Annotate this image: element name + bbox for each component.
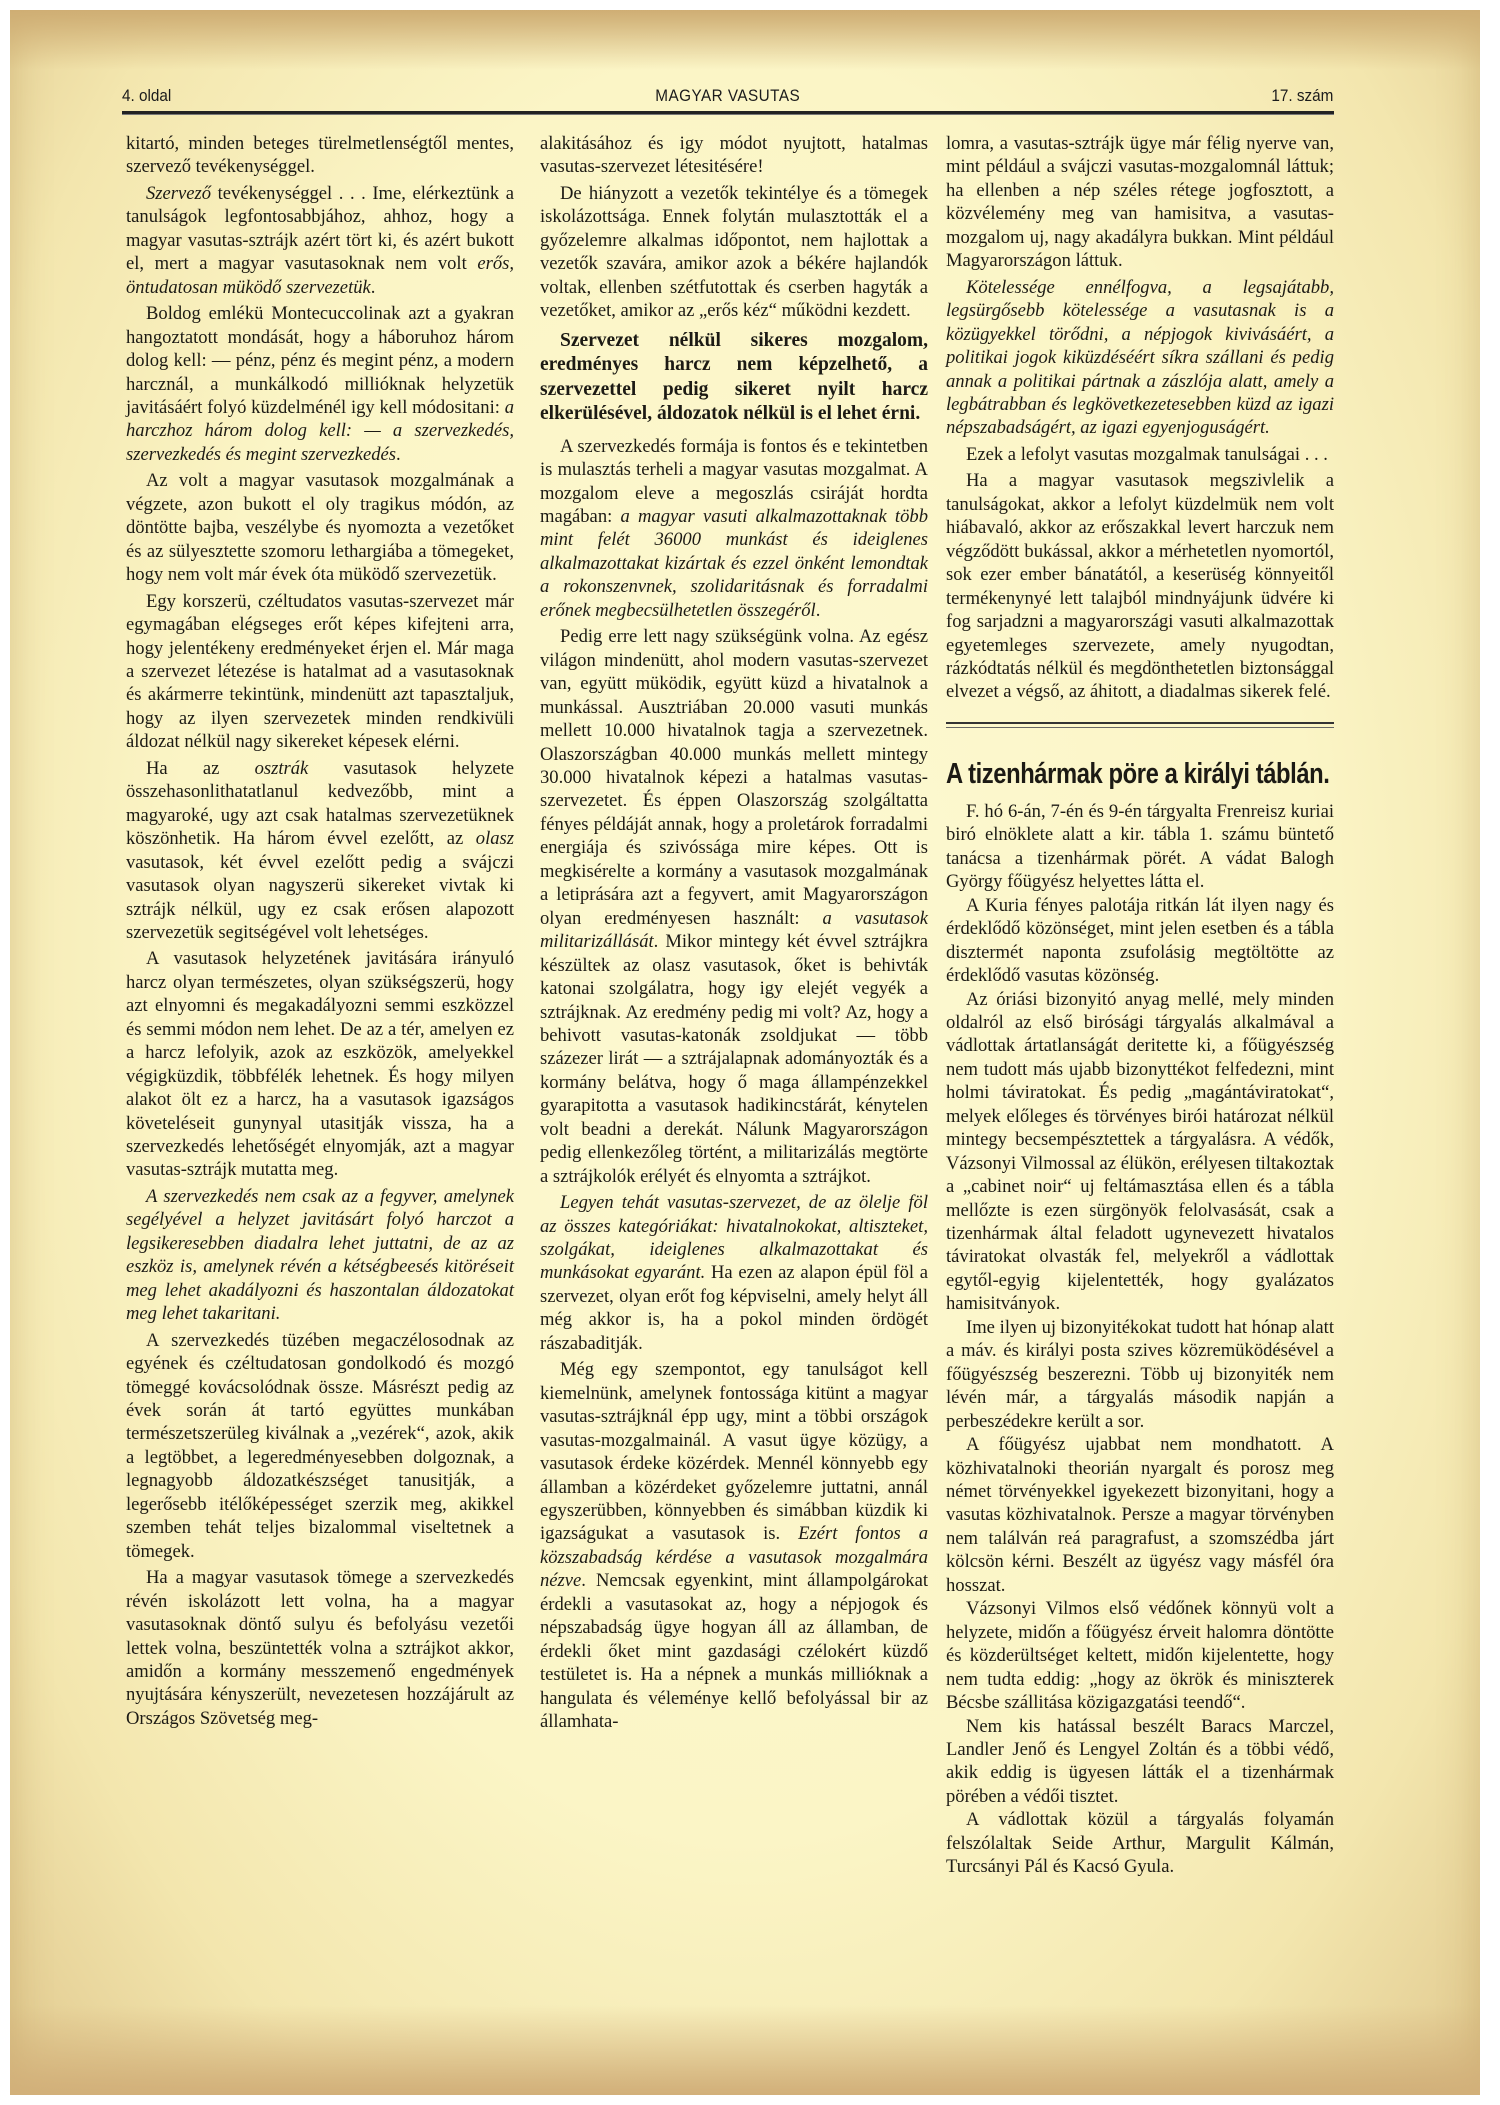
paragraph: kitartó, minden beteges türelmetlenségtől mentes, szervező tevékenységgel. bbox=[126, 133, 514, 178]
publication-title: MAGYAR VASUTAS bbox=[655, 86, 801, 105]
paragraph: Szervező tevékenységgel . . . Ime, elérkeztünk a tanulságok legfontosabbjához, ahhoz, hogy a magyar vasutas-sztrájk azért tört ki, és azért bukott el, mert a magyar vasutasoknak nem volt erős, öntudatosan müködő szervezetük. bbox=[126, 182, 514, 298]
article-separator bbox=[946, 722, 1334, 728]
paragraph: Egy korszerü, czéltudatos vasutas-szervezet már egymagában elégseges erőt képes kifejteni arra, hogy jelentékeny eredményeket érjen el. Már maga a szervezet létezése is hatalmat ad a vasutasoknak és akármerre tekintünk, mindenütt azt tapasztaljuk, hogy az ilyen szervezetek minden rendkivüli áldozat nélkül nagy sikereket képesek elérni. bbox=[126, 590, 514, 753]
column-3 bbox=[946, 132, 1334, 1879]
page-number: 4. oldal bbox=[122, 86, 172, 105]
paragraph: Nem kis hatással beszélt Baracs Marczel, Landler Jenő és Lengyel Zoltán és a többi védő, akik eddig is ügyesen látták el a tizenhármak pörében a védői tisztet. bbox=[946, 1715, 1334, 1807]
paragraph: Ha a magyar vasutasok megszivlelik a tanulságokat, akkor a lefolyt küzdelmük nem volt hiábavaló, akkor az erőszakkal levert harczuk nem végződött bukással, akkor a mérhetetlen nyomortól, sok ezer ember bánatától, a keserüség könnyeitől termékenynyé lett talajból mindnyájunk üdvére ki fog sarjadzni a magyarországi vasuti alkalmazottak egyetemleges szervezete, amely nyugodtan, rázkódtatás nélkül és megdönthetetlen biztonsággal elvezet a végső, az áhitott, a diadalmas sikerek felé. bbox=[946, 470, 1334, 703]
header-rule bbox=[122, 111, 1334, 115]
column-2 bbox=[540, 132, 928, 1737]
issue-number: 17. szám bbox=[1271, 86, 1334, 105]
paragraph: A Kuria fényes palotája ritkán lát ilyen nagy és érdeklődő közönséget, mint jelen esetben és a tábla disztermét naponta zsufolásig megtöltötte az érdeklődő vasutas közönség. bbox=[946, 894, 1334, 987]
paragraph: Ha az osztrák vasutasok helyzete összehasonlithatatlanul kedvezőbb, mint a magyaroké, ugy azt csak hatalmas szervezetüknek köszönhetik. Ha három évvel ezelőtt, az olasz vasutasok, két évvel ezelőtt pedig a svájczi vasutasok olyan nagyszerü sikereket vivtak ki sztrájk nélkül, ugy ez csak erősen alapozott szervezetük segitségével volt lehetséges. bbox=[126, 757, 514, 943]
column-1 bbox=[126, 132, 514, 1733]
paragraph: A szervezkedés nem csak az a fegyver, amelynek segélyével a helyzet javitásárt folyó harczot a legsikeresebben diadalra lehet juttatni, de az az eszköz is, amelynek révén a kétségbeesés kitöréseit meg lehet akadályozni és haszontalan áldozatokat meg lehet takaritani. bbox=[126, 1185, 514, 1325]
paragraph: Pedig erre lett nagy szükségünk volna. Az egész világon mindenütt, ahol modern vasutas-szervezet van, együtt müködik, együtt küzd a hivatalnok a munkással. Ausztriában 20.000 vasuti munkás mellett 10.000 hivatalnok tagja a szervezetnek. Olaszországban 40.000 munkás mellett mintegy 30.000 hivatalnok képezi a hatalmas vasutas-szervezetet. És éppen Olaszország szolgáltatta fényes példáját annak, hogy a proletárok forradalmi energiája és szivóssága mire képes. Ott is megkisérelte a kormány a vasutasok mozgalmának a letiprására azt a fegyvert, amit Magyarországon olyan eredményesen használt: a vasutasok militarizállását. Mikor mintegy két évvel sztrájkra készültek az olasz vasutasok, őket is behivták katonai szolgálatra, hogy igy elejét vegyék a sztrájknak. Az eredmény pedig mi volt? Az, hogy a behivott vasutas-katonák zsoldjukat — több százezer lirát — a sztrájalapnak adományozták és a kormány belátva, hogy ő maga állampénzekkel gyarapitotta a vasutasok hadikincstárát, kénytelen volt beadni a derekát. Nálunk Magyarországon pedig ellenkezőleg történt, a militarizálás megtörte a sztrájkolók erélyét és elnyomta a sztrájkot. bbox=[540, 626, 929, 1187]
paragraph: A vádlottak közül a tárgyalás folyamán felszólaltak Seide Arthur, Margulit Kálmán, Turcsányi Pál és Kacsó Gyula. bbox=[946, 1809, 1334, 1878]
article-headline: A tizenhármak pöre a királyi táblán. bbox=[946, 757, 1330, 790]
paragraph: A szervezkedés formája is fontos és e tekintetben is mulasztás terheli a magyar vasutas mozgalmat. A mozgalom eleve a megoszlás csiráját hordta magában: a magyar vasuti alkalmazottaknak több mint felét 36000 munkást és ideiglenes alkalmazottakat kizártak és ezzel önként lemondtak a rokonszenvnek, szolidaritásnak és forradalmi erőnek megbecsülhetetlen összegéről. bbox=[540, 435, 928, 621]
paragraph: Ime ilyen uj bizonyitékokat tudott hat hónap alatt a máv. és királyi posta szives közremüködésével a főügyészség beszerezni. Több uj bizonyiték nem lévén már, a tárgyalás második napján a perbeszédekre került a sor. bbox=[946, 1316, 1334, 1432]
paragraph: Ha a magyar vasutasok tömege a szervezkedés révén iskolázott lett volna, ha a magyar vasutasoknak döntő sulyu és befolyásu vezetői lettek volna, beszüntették volna a sztrájkot akkor, amidőn a kormány messzemenő engedmények nyujtására kényszerült, nevezetesen hozzájárult az Országos Szövetség meg- bbox=[126, 1567, 514, 1729]
paragraph: A főügyész ujabbat nem mondhatott. A közhivatalnoki theorián nyargalt és porosz meg német törvényekkel igyekezett bizonyitani, hogy a vasutas közhivatalnok. Persze a magyar törvényben nem találván reá paragrafust, a szomszédba járt kölcsön kérni. Beszélt az ügyész vagy másfél óra hosszat. bbox=[946, 1434, 1334, 1596]
paragraph: Ezek a lefolyt vasutas mozgalmak tanulságai . . . bbox=[966, 443, 1328, 465]
paragraph: Vázsonyi Vilmos első védőnek könnyü volt a helyzete, midőn a főügyész érveit halomra döntötte és közderültséget keltett, midőn kijelentette, hogy nem tudta eddig: „hogy az ökrök és miniszterek Bécsbe szállitása közigazgatási teendő“. bbox=[946, 1598, 1334, 1714]
paragraph: Legyen tehát vasutas-szervezet, de az ölelje föl az összes kategóriákat: hivatalnokokat, altiszteket, szolgákat, ideiglenes alkalmazottakat és munkásokat egyaránt. Ha ezen az alapon épül föl a szervezet, olyan erőt fog képviselni, amely helyt áll még akkor is, ha a pokol minden ördögét rászabaditják. bbox=[540, 1192, 928, 1354]
bold-paragraph: Szervezet nélkül sikeres mozgalom, eredményes harcz nem képzelhető, a szervezettel pedig sikeret nyilt harcz elkerülésével, áldozatok nélkül is el lehet érni. bbox=[540, 329, 928, 425]
paragraph: lomra, a vasutas-sztrájk ügye már félig nyerve van, mint például a svájczi vasutas-mozgalomnál láttuk; ha ellenben a nép széles rétege jogfosztott, a közvélemény meg van hamisitva, a vasutas-mozgalom uj, nagy akadályra bukkan. Mint például Magyarországon láttuk. bbox=[946, 133, 1334, 272]
paragraph: Az volt a magyar vasutasok mozgalmának a végzete, azon bukott el oly tragikus módón, az döntötte bajba, veszélybe és nyomozta a vezetőket és az sülyesztette szomoru lethargiába a tömegeket, hogy nem volt már évek óta müködő szervezetük. bbox=[126, 470, 514, 586]
paragraph: Az óriási bizonyitó anyag mellé, mely minden oldalról az első birósági tárgyalás alkalmával a vádlottak ártatlanságát deritette ki, a főügyészség nem tudott más ujabb bizonyttékot felfedezni, mint holmi táviratokat. És pedig „magántáviratokat“, melyek előleges és törvényes birói határozat nélkül mintegy becsempésztettek a tárgyalásra. A védők, Vázsonyi Vilmossal az élükön, erélyesen tiltakoztak a „cabinet noir“ uj feltámasztása ellen és a tábla mellőzte is ezen sürgönyök felolvasását, csak a tizenhármak által feladott ugynevezett hivatalos táviratokat olvasták fel, melyekről a vádlottak egytől-egyig kijelentették, hogy gyalázatos hamisitványok. bbox=[946, 988, 1334, 1315]
paragraph: F. hó 6-án, 7-én és 9-én tárgyalta Frenreisz kuriai biró elnöklete alatt a kir. tábla 1. számu büntető tanácsa a tizenhármak pörét. A vádat Balogh György főügyész helyettes látta el. bbox=[946, 800, 1334, 893]
page-header bbox=[122, 86, 1334, 110]
paragraph: A vasutasok helyzetének javitására irányuló harcz olyan természetes, olyan szükségszerü, hogy azt elnyomni és megakadályozni semmi eszközzel és semmi módon nem lehet. De az a tér, amelyen ez a harcz lefolyik, azok az eszközök, amelyekkel végigküzdik, többfélék lehetnek. És hogy milyen alakot ölt ez a harcz, ha a vasutasok igazságos követeléseit gunynyal utasitják vissza, ha a szervezkedés lehetőségét elnyomják, azt a magyar vasutas-sztrájk mutatta meg. bbox=[126, 948, 514, 1181]
paragraph: A szervezkedés tüzében megaczélosodnak az egyének és czéltudatosan gondolkodó és mozgó tömeggé kovácsolódnak össze. Másrészt pedig az évek során át tartó együttes munkában természetszerüleg kiválnak a „vezérek“, azok, akik a legtöbbet, a legeredményesebben dolgoznak, a legnagyobb áldozatkészséget tanusitják, a legerősebb itélőképességet szerzik meg, akikkel szemben tehát teljes bizalommal viseltetnek a tömegek. bbox=[126, 1329, 514, 1562]
paragraph: Kötelessége ennélfogva, a legsajátabb, legsürgősebb kötelessége a vasutasnak is a közügyekkel törődni, a népjogok kivivásáért, a politikai jogok kiküzdéséért síkra szállani és pedig annak a politikai pártnak a zászlója alatt, amely a legbátrabban és legkövetkezetesebben küzd az igazi népszabadságért, az igazi egyenjoguságért. bbox=[946, 276, 1334, 439]
paragraph: alakitásához és igy módot nyujtott, hatalmas vasutas-szervezet létesitésére! bbox=[540, 133, 928, 178]
paragraph: Még egy szempontot, egy tanulságot kell kiemelnünk, amelynek fontossága kitünt a magyar vasutas-sztrájknál épp ugy, mint a többi országok vasutas-mozgalmainál. A vasut ügye közügy, a vasutasok érdeke közérdek. Mennél könnyebb egy államban a közérdeket győzelemre juttatni, annál egyszerübben, könnyebben és simábban küzdik ki igazságukat a vasutasok is. Ezért fontos a közszabadság kérdése a vasutasok mozgalmára nézve. Nemcsak egyenkint, mint állampolgárokat érdekli a vasutasokat az, hogy a népjogok és népszabadság ügye hogyan áll az államban, de érdekli őket mint gazdasági czélokért küzdő testületet is. Ha a népnek a munkás millióknak a hangulata és véleménye kellő befolyással bir az államhata- bbox=[540, 1359, 928, 1733]
paragraph: De hiányzott a vezetők tekintélye és a tömegek iskolázottsága. Ennek folytán mulasztották el a győzelemre alkalmas időpontot, nem hajlottak a vezetők szavára, amikor azok a békére hajlandók voltak, ellenben szétfutottak és cserben hagyták a vezetőket, amikor az „erős kéz“ működni kezdett. bbox=[540, 182, 928, 322]
paragraph: Boldog emlékü Montecuccolinak azt a gyakran hangoztatott mondását, hogy a háboruhoz három dolog kell: — pénz, pénz és megint pénz, a modern harcznál, a munkálkodó millióknak helyzetük javitásáért folyó küzdelménél igy kell módositani: a harczhoz három dolog kell: — a szervezkedés, szervezkedés és megint szervezkedés. bbox=[126, 303, 514, 465]
